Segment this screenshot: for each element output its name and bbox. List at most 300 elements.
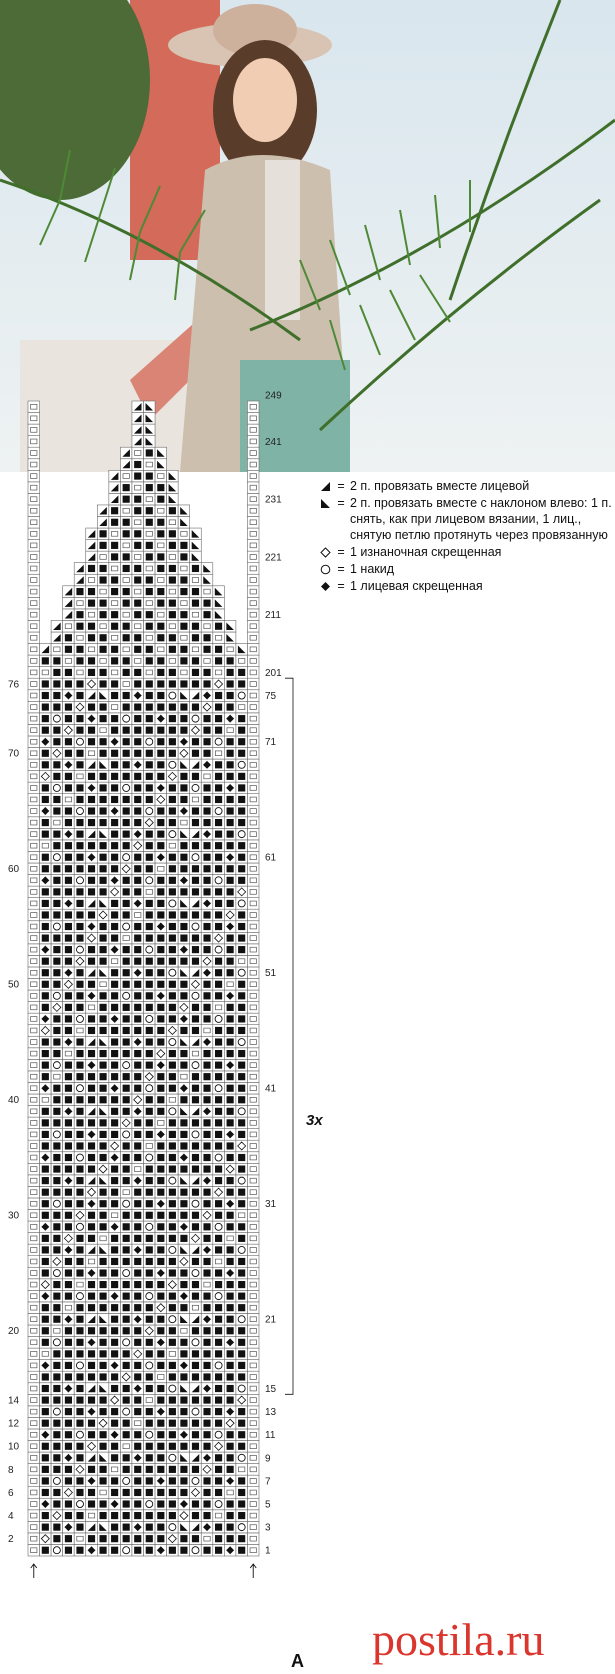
chart-cell [236,1025,248,1037]
chart-cell [155,597,167,609]
chart-cell [247,1106,259,1118]
chart-cell [86,1186,98,1198]
chart-cell [109,609,121,621]
chart-cell [155,1129,167,1141]
chart-cell [28,1140,40,1152]
chart-cell [28,1198,40,1210]
chart-cell [40,1533,52,1545]
chart-cell [224,851,236,863]
chart-cell [224,1533,236,1545]
chart-cell [178,540,190,552]
chart-cell [201,1510,213,1522]
chart-cell [236,1371,248,1383]
chart-cell [51,1394,63,1406]
chart-cell [236,667,248,679]
chart-cell [236,1233,248,1245]
chart-cell [74,597,86,609]
chart-cell [236,1498,248,1510]
chart-cell [201,828,213,840]
chart-cell [190,1221,202,1233]
chart-cell [224,1059,236,1071]
chart-cell [63,1013,75,1025]
chart-cell [167,1510,179,1522]
chart-cell [178,771,190,783]
chart-cell [155,713,167,725]
chart-cell [40,1071,52,1083]
chart-cell [201,782,213,794]
chart-cell [167,921,179,933]
legend-equals: = [332,561,350,577]
chart-cell [120,1233,132,1245]
chart-cell [63,620,75,632]
chart-cell [167,690,179,702]
chart-cell [51,794,63,806]
row-number-left: 20 [8,1326,20,1337]
chart-cell [155,1441,167,1453]
chart-cell [224,1025,236,1037]
chart-cell [224,1267,236,1279]
chart-cell [201,840,213,852]
chart-cell [224,1036,236,1048]
chart-cell [97,620,109,632]
chart-cell [144,528,156,540]
chart-cell [178,863,190,875]
chart-cell [51,1048,63,1060]
chart-cell [86,1221,98,1233]
chart-cell [224,1117,236,1129]
chart-cell [109,678,121,690]
chart-cell [120,644,132,656]
chart-cell [213,1521,225,1533]
chart-cell [155,1487,167,1499]
chart-cell [236,1521,248,1533]
chart-cell [213,713,225,725]
chart-cell [236,1302,248,1314]
chart-cell [247,828,259,840]
chart-cell [178,828,190,840]
chart-cell [74,724,86,736]
chart-cell [178,1429,190,1441]
chart-cell [247,1487,259,1499]
chart-cell [51,678,63,690]
chart-cell [167,932,179,944]
chart-cell [144,805,156,817]
chart-cell [109,1175,121,1187]
chart-cell [224,955,236,967]
chart-cell [247,1313,259,1325]
chart-cell [74,1417,86,1429]
chart-cell [97,1025,109,1037]
chart-cell [236,1394,248,1406]
chart-cell [236,1059,248,1071]
chart-cell [190,713,202,725]
chart-cell [190,1106,202,1118]
chart-cell [178,1117,190,1129]
chart-cell [178,1094,190,1106]
chart-cell [40,1117,52,1129]
chart-cell [236,748,248,760]
chart-cell [28,1441,40,1453]
chart-cell [247,1371,259,1383]
chart-cell [132,817,144,829]
chart-cell [201,736,213,748]
chart-cell [74,979,86,991]
chart-cell [63,771,75,783]
open-circle-icon [318,561,332,577]
chart-cell [97,1117,109,1129]
chart-cell [109,620,121,632]
chart-cell [224,1256,236,1268]
chart-cell [213,609,225,621]
chart-cell [201,863,213,875]
chart-cell [40,805,52,817]
chart-cell [51,1544,63,1556]
chart-cell [28,447,40,459]
chart-cell [28,609,40,621]
chart-cell [155,470,167,482]
repeat-bracket [285,678,293,1394]
chart-cell [28,1533,40,1545]
chart-cell [236,1048,248,1060]
chart-cell [40,1152,52,1164]
chart-cell [63,1510,75,1522]
chart-cell [132,470,144,482]
chart-cell [132,644,144,656]
chart-cell [120,1533,132,1545]
chart-cell [63,875,75,887]
chart-cell [213,1406,225,1418]
chart-cell [190,1487,202,1499]
chart-cell [236,1221,248,1233]
chart-cell [51,1360,63,1372]
chart-cell [120,1487,132,1499]
chart-cell [167,1106,179,1118]
chart-cell [155,1360,167,1372]
chart-cell [201,1025,213,1037]
row-number-right: 21 [265,1315,277,1326]
chart-cell [97,886,109,898]
chart-cell [120,459,132,471]
chart-cell [51,1498,63,1510]
chart-cell [167,875,179,887]
chart-cell [97,1002,109,1014]
chart-cell [132,1025,144,1037]
chart-cell [120,1117,132,1129]
chart-cell [74,1221,86,1233]
chart-cell [109,1313,121,1325]
chart-cell [97,1544,109,1556]
chart-cell [51,898,63,910]
chart-cell [236,1313,248,1325]
chart-cell [40,828,52,840]
chart-cell [109,1013,121,1025]
chart-cell [63,1071,75,1083]
chart-cell [97,655,109,667]
chart-cell [155,540,167,552]
chart-cell [74,1267,86,1279]
chart-cell [178,1417,190,1429]
chart-cell [120,1267,132,1279]
chart-cell [97,840,109,852]
filled-diamond-icon [318,578,332,594]
chart-cell [236,1487,248,1499]
chart-cell [224,898,236,910]
chart-cell [213,1279,225,1291]
chart-cell [40,1348,52,1360]
chart-cell [224,1290,236,1302]
chart-cell [247,1013,259,1025]
chart-cell [213,944,225,956]
chart-cell [109,1025,121,1037]
chart-cell [155,1464,167,1476]
chart-cell [144,748,156,760]
chart-cell [213,909,225,921]
chart-cell [40,1337,52,1349]
chart-cell [178,678,190,690]
chart-cell [74,1025,86,1037]
chart-cell [28,1210,40,1222]
chart-cell [247,817,259,829]
chart-cell [51,1117,63,1129]
chart-cell [86,1441,98,1453]
chart-cell [132,1429,144,1441]
chart-cell [132,1013,144,1025]
chart-cell [224,921,236,933]
chart-cell [63,921,75,933]
chart-cell [213,690,225,702]
chart-cell [51,921,63,933]
chart-cell [224,1360,236,1372]
chart-cell [144,493,156,505]
chart-cell [74,1002,86,1014]
chart-cell [247,875,259,887]
chart-cell [40,1175,52,1187]
chart-cell [247,1094,259,1106]
chart-cell [74,620,86,632]
chart-cell [40,1521,52,1533]
chart-cell [201,1106,213,1118]
chart-cell [213,724,225,736]
chart-cell [201,759,213,771]
chart-cell [167,620,179,632]
chart-cell [167,1429,179,1441]
chart-cell [155,1002,167,1014]
chart-cell [74,1036,86,1048]
chart-cell [109,736,121,748]
chart-cell [28,1267,40,1279]
chart-cell [178,898,190,910]
chart-cell [224,1498,236,1510]
chart-cell [247,1071,259,1083]
chart-cell [190,724,202,736]
chart-cell [120,736,132,748]
chart-cell [224,1175,236,1187]
chart-cell [120,782,132,794]
chart-cell [74,1521,86,1533]
chart-cell [178,1348,190,1360]
chart-cell [247,1325,259,1337]
chart-cell [247,990,259,1002]
chart-cell [28,1025,40,1037]
chart-cell [247,1383,259,1395]
chart-cell [86,898,98,910]
chart-cell [155,875,167,887]
chart-cell [63,1094,75,1106]
row-number-right: 211 [265,610,281,621]
chart-cell [132,1221,144,1233]
chart-cell [190,1244,202,1256]
chart-cell [28,840,40,852]
chart-cell [213,898,225,910]
chart-cell [63,1267,75,1279]
chart-cell [167,805,179,817]
chart-cell [86,1406,98,1418]
chart-cell [120,932,132,944]
chart-cell [28,1059,40,1071]
chart-cell [144,1452,156,1464]
chart-cell [40,1233,52,1245]
chart-cell [167,1059,179,1071]
chart-cell [236,932,248,944]
chart-cell [74,851,86,863]
chart-cell [63,1475,75,1487]
chart-cell [155,898,167,910]
chart-cell [74,1383,86,1395]
chart-cell [51,817,63,829]
chart-cell [155,1059,167,1071]
chart-cell [190,1256,202,1268]
chart-cell [224,944,236,956]
chart-cell [63,1417,75,1429]
chart-cell [28,690,40,702]
chart-cell [224,1325,236,1337]
chart-cell [97,979,109,991]
chart-cell [109,482,121,494]
chart-cell [28,667,40,679]
chart-cell [40,886,52,898]
chart-cell [190,794,202,806]
chart-cell [167,1140,179,1152]
chart-cell [224,1129,236,1141]
chart-cell [144,1233,156,1245]
chart-cell [213,771,225,783]
chart-cell [97,563,109,575]
chart-cell [132,1152,144,1164]
chart-cell [178,782,190,794]
chart-cell [236,1475,248,1487]
chart-cell [167,597,179,609]
chart-cell [28,967,40,979]
chart-cell [144,413,156,425]
chart-cell [51,736,63,748]
chart-cell [40,1302,52,1314]
chart-cell [86,1533,98,1545]
chart-cell [167,1290,179,1302]
chart-cell [224,909,236,921]
chart-cell [224,655,236,667]
chart-cell [144,863,156,875]
chart-cell [236,1429,248,1441]
chart-cell [86,597,98,609]
chart-cell [247,424,259,436]
chart-cell [236,759,248,771]
chart-cell [40,1313,52,1325]
watermark-logo [370,1611,610,1669]
row-number-right: 5 [265,1499,271,1510]
chart-cell [28,597,40,609]
chart-cell [97,990,109,1002]
chart-cell [120,1106,132,1118]
chart-cell [155,944,167,956]
chart-cell [155,690,167,702]
chart-cell [74,1071,86,1083]
chart-cell [167,1152,179,1164]
chart-cell [236,1325,248,1337]
chart-cell [247,1290,259,1302]
chart-cell [201,632,213,644]
chart-cell [86,563,98,575]
chart-cell [97,944,109,956]
chart-cell [51,1036,63,1048]
chart-cell [178,736,190,748]
chart-cell [86,851,98,863]
chart-cell [236,828,248,840]
chart-cell [178,886,190,898]
chart-cell [155,1348,167,1360]
chart-cell [247,782,259,794]
chart-cell [155,1210,167,1222]
chart-cell [86,1025,98,1037]
chart-cell [86,794,98,806]
chart-cell [247,1163,259,1175]
chart-cell [86,921,98,933]
chart-cell [155,1510,167,1522]
chart-cell [190,1071,202,1083]
chart-cell [132,551,144,563]
chart-cell [86,1383,98,1395]
chart-cell [28,586,40,598]
chart-cell [178,1256,190,1268]
chart-cell [144,886,156,898]
chart-cell [120,979,132,991]
chart-cell [155,990,167,1002]
chart-cell [40,921,52,933]
chart-cell [236,1256,248,1268]
chart-cell [74,1256,86,1268]
chart-cell [155,1394,167,1406]
chart-cell [178,551,190,563]
chart-cell [97,551,109,563]
chart-cell [51,851,63,863]
legend-equals: = [332,495,350,511]
chart-cell [224,794,236,806]
chart-cell [86,690,98,702]
row-number-left: 30 [8,1211,20,1222]
chart-cell [144,424,156,436]
chart-cell [28,1129,40,1141]
chart-cell [86,1036,98,1048]
chart-cell [63,1106,75,1118]
chart-cell [144,563,156,575]
chart-cell [167,1521,179,1533]
chart-cell [190,609,202,621]
chart-cell [40,1198,52,1210]
chart-cell [213,597,225,609]
chart-cell [97,1325,109,1337]
chart-cell [201,586,213,598]
chart-cell [144,724,156,736]
chart-cell [86,967,98,979]
